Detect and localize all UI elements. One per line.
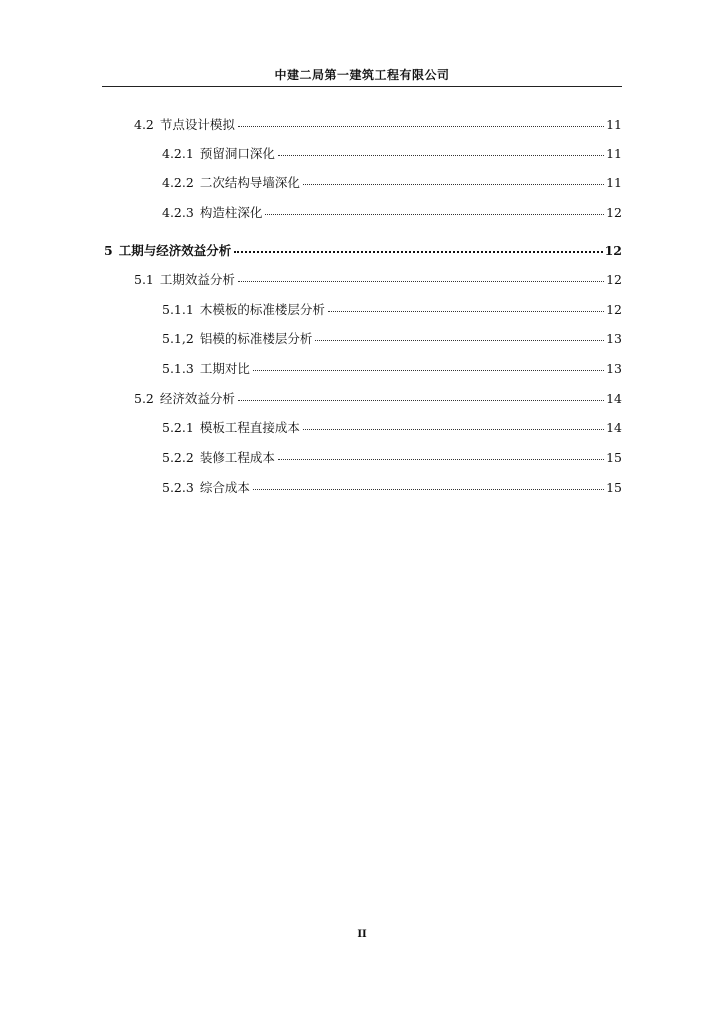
toc-entry-page: 15: [606, 480, 622, 495]
toc-entry-page: 12: [606, 272, 622, 287]
toc-entry-title: 铝模的标准楼层分析: [199, 331, 313, 346]
toc-subsection-entry[interactable]: [162, 420, 622, 436]
toc-dot-leader: [238, 400, 604, 401]
toc-entry-title: 工期与经济效益分析: [118, 243, 232, 258]
toc-entry-title: 工期对比: [199, 361, 250, 376]
toc-entry-number: 5.1: [134, 272, 154, 287]
toc-entry-title: 预留洞口深化: [199, 146, 275, 161]
toc-entry-page: 13: [606, 361, 622, 376]
toc-entry-number: 4.2: [134, 117, 154, 132]
toc-entry-page: 11: [606, 117, 622, 132]
toc-entry-title: 二次结构导墙深化: [199, 175, 300, 190]
toc-entry-number: 5.2.2: [162, 450, 194, 465]
toc-entry-page: 12: [606, 302, 622, 317]
toc-subsection-entry[interactable]: [162, 480, 622, 496]
toc-dot-leader: [234, 251, 602, 253]
toc-entry-number: 5: [104, 243, 113, 258]
toc-entry-number: 5.2.3: [162, 480, 194, 495]
toc-entry-page: 14: [606, 391, 622, 406]
toc-entry-page: 13: [606, 331, 622, 346]
toc-dot-leader: [278, 155, 604, 156]
toc-subsection-entry[interactable]: [162, 205, 622, 221]
toc-entry-number: 5.1.3: [162, 361, 194, 376]
toc-entry-number: 5.2.1: [162, 420, 194, 435]
toc-entry-title: 综合成本: [199, 480, 250, 495]
toc-subsection-entry[interactable]: [162, 146, 622, 162]
toc-dot-leader: [253, 370, 604, 371]
page-header-title: 中建二局第一建筑工程有限公司: [274, 68, 450, 82]
toc-subsection-entry[interactable]: [162, 450, 622, 466]
toc-entry-page: 15: [606, 450, 622, 465]
toc-entry-title: 节点设计模拟: [159, 117, 235, 132]
toc-subsection-entry[interactable]: [162, 175, 622, 191]
toc-dot-leader: [278, 459, 604, 460]
toc-entry-number: 4.2.1: [162, 146, 194, 161]
toc-entry-page: 11: [606, 175, 622, 190]
toc-entry-number: 4.2.3: [162, 205, 194, 220]
toc-entry-page: 12: [604, 243, 622, 258]
toc-entry-title: 工期效益分析: [159, 272, 235, 287]
toc-entry-number: 5.2: [134, 391, 154, 406]
toc-entry-number: 5.1.1: [162, 302, 194, 317]
page-number: II: [357, 929, 367, 940]
toc-subsection-entry[interactable]: [162, 302, 622, 318]
toc-dot-leader: [238, 126, 604, 127]
toc-dot-leader: [303, 429, 604, 430]
toc-entry-title: 构造柱深化: [199, 205, 263, 220]
toc-section-entry[interactable]: [134, 391, 622, 407]
toc-entry-title: 经济效益分析: [159, 391, 235, 406]
toc-section-entry[interactable]: [134, 117, 622, 133]
toc-subsection-entry[interactable]: [162, 361, 622, 377]
toc-section-entry[interactable]: [134, 272, 622, 288]
toc-entry-number: 4.2.2: [162, 175, 194, 190]
toc-dot-leader: [253, 489, 604, 490]
toc-dot-leader: [315, 340, 604, 341]
toc-entry-title: 模板工程直接成本: [199, 420, 300, 435]
toc-dot-leader: [238, 281, 604, 282]
toc-dot-leader: [303, 184, 604, 185]
toc-entry-title: 装修工程成本: [199, 450, 275, 465]
toc-entry-page: 11: [606, 146, 622, 161]
toc-entry-page: 14: [606, 420, 622, 435]
toc-dot-leader: [328, 311, 604, 312]
toc-entry-number: 5.1,2: [162, 331, 194, 346]
toc-entry-title: 木模板的标准楼层分析: [199, 302, 325, 317]
toc-subsection-entry[interactable]: [162, 331, 622, 347]
toc-chapter-entry[interactable]: [104, 243, 622, 259]
toc-entry-page: 12: [606, 205, 622, 220]
toc-dot-leader: [265, 214, 604, 215]
